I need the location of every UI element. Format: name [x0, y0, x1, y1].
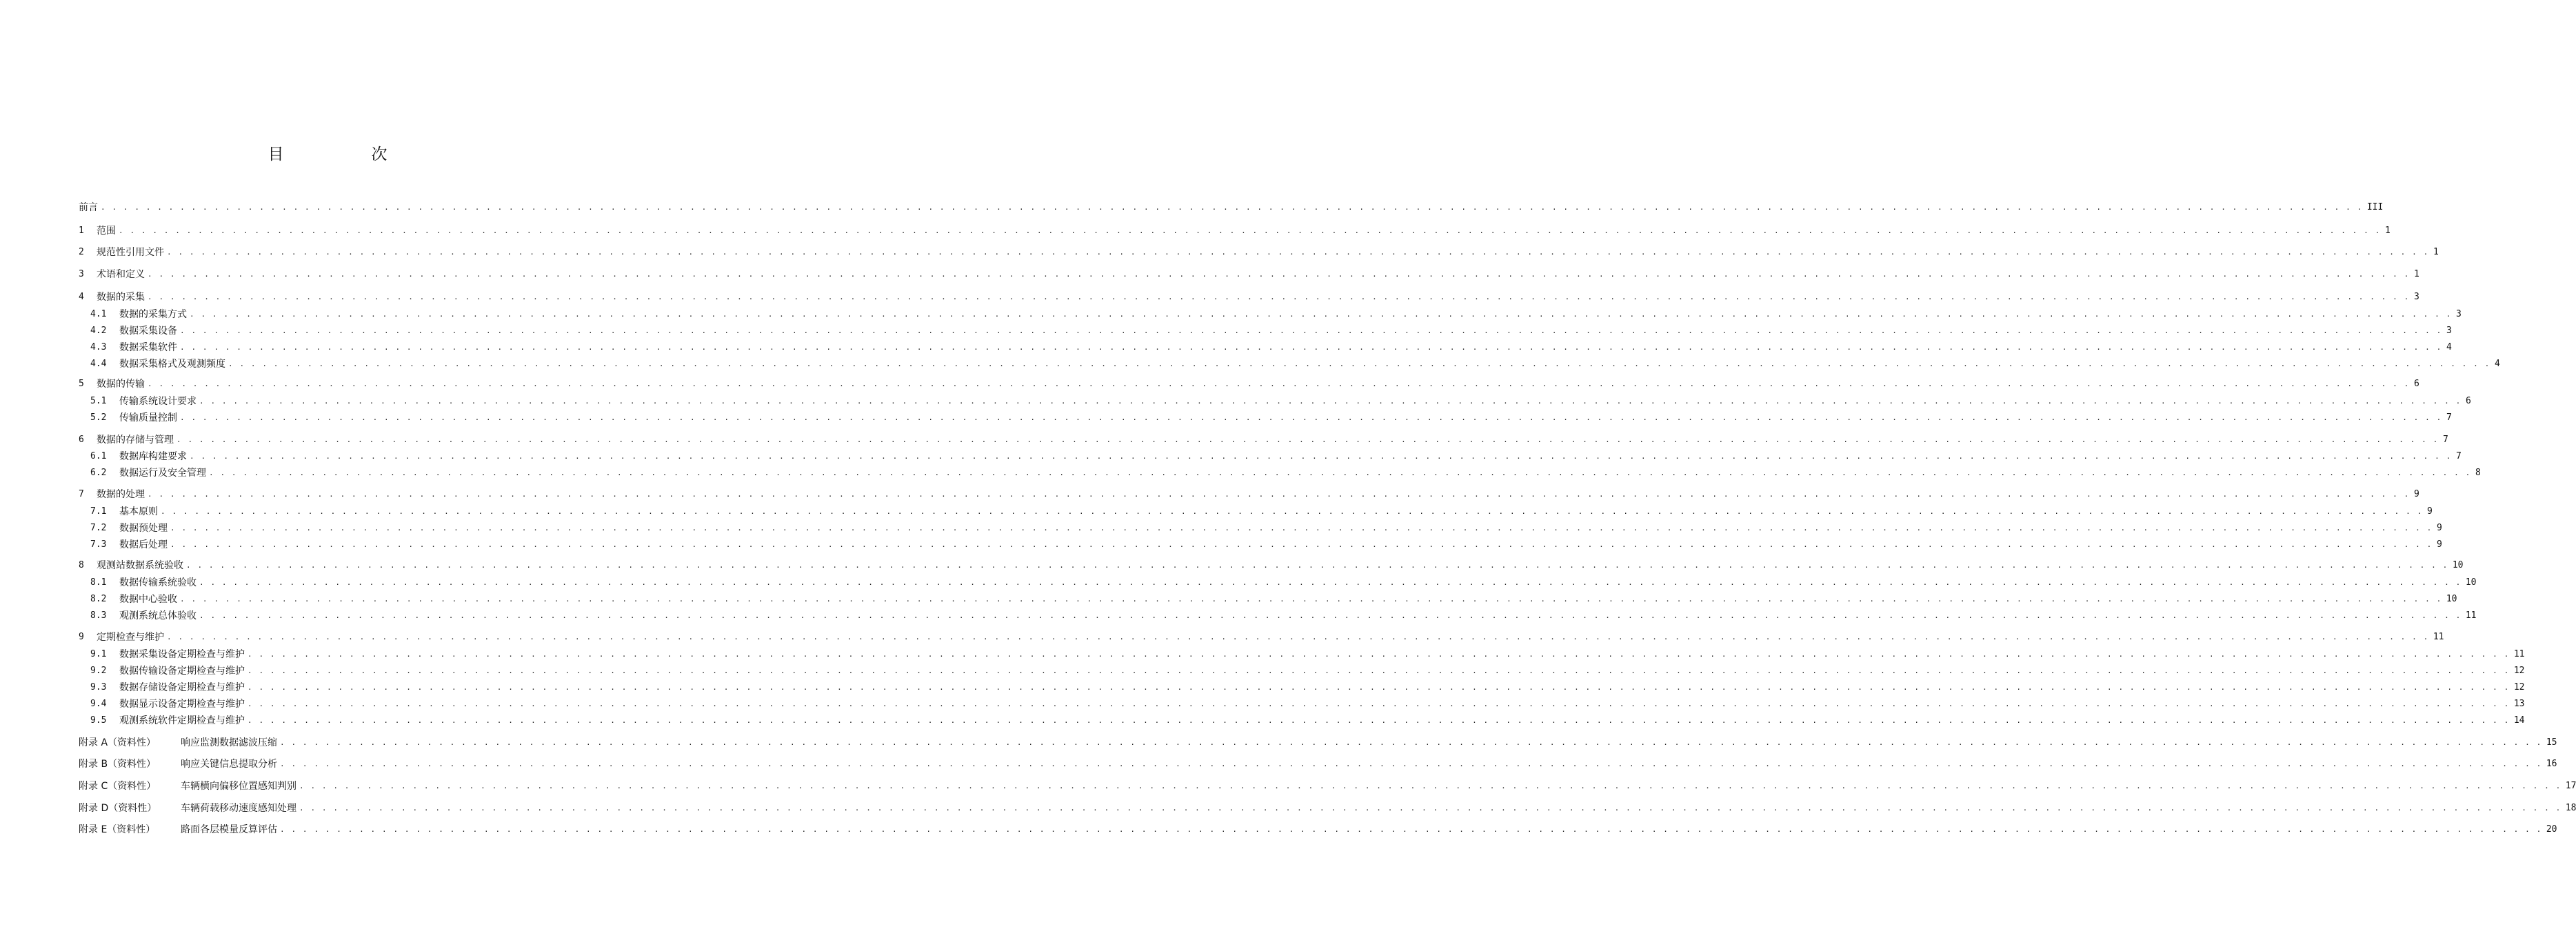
toc-entry-label: 传输系统设计要求: [119, 396, 197, 407]
toc-entry-page: 18: [2565, 803, 2576, 813]
toc-entry[interactable]: [90, 537, 2442, 551]
toc-entry-label: 数据运行及安全管理: [119, 468, 206, 479]
toc-entry-label: 范围: [97, 226, 116, 237]
toc-entry-page: 15: [2546, 737, 2557, 748]
toc-entry[interactable]: [79, 432, 2448, 446]
toc-leader-dots: . . . . . . . . . . . . . . . . . . . . . . . . . . . . . . . . . . . . . . . . . . . . . . . . . . . . . . . . . . . . . . . . . . . . . . . . . . . . . . . . . . . . . . . . . . . . . . . . . . . . . . . . . . . . . . . . . . . . . . . . . . . . . . . . . . . . . . . . . . . . . . . . . . . . . . . . . . . . . . . . . . . . . . . . . . . . . . . . . . . . . . . . . . . . . . . . . . . . . . . .: [101, 203, 2363, 212]
toc-leader-dots: . . . . . . . . . . . . . . . . . . . . . . . . . . . . . . . . . . . . . . . . . . . . . . . . . . . . . . . . . . . . . . . . . . . . . . . . . . . . . . . . . . . . . . . . . . . . . . . . . . . . . . . . . . . . . . . . . . . . . . . . . . . . . . . . . . . . . . . . . . . . . . . . . . . . . . . . . . . . . . . . . . . . . . . . . . . . . . . . . . . . . . . . . . . . . . . . . . . . . . . .: [148, 270, 2410, 279]
toc-entry[interactable]: [90, 307, 2462, 321]
toc-entry[interactable]: [79, 630, 2444, 644]
toc-entry[interactable]: [79, 267, 2419, 281]
toc-entry-page: 1: [2384, 226, 2391, 236]
toc-entry-number: 4.3: [90, 342, 107, 352]
toc-entry-page: 3: [2446, 326, 2452, 336]
toc-entry[interactable]: [79, 487, 2419, 501]
toc-entry[interactable]: [79, 377, 2419, 390]
toc-entry-label: 数据库构建要求: [119, 451, 187, 462]
toc-leader-dots: . . . . . . . . . . . . . . . . . . . . . . . . . . . . . . . . . . . . . . . . . . . . . . . . . . . . . . . . . . . . . . . . . . . . . . . . . . . . . . . . . . . . . . . . . . . . . . . . . . . . . . . . . . . . . . . . . . . . . . . . . . . . . . . . . . . . . . . . . . . . . . . . . . . . . . . . . . . . . . . . . . . . . . . . . . . . . . . . . . . . . . . . . . . . . . . . . . . . . . . .: [167, 248, 2429, 257]
toc-entry-number: 8.3: [90, 610, 107, 621]
page-title: 目 次: [268, 146, 423, 163]
toc-entry[interactable]: [90, 713, 2525, 727]
toc-entry-label: 数据预处理: [119, 523, 168, 534]
toc-entry-number: 4.1: [90, 309, 107, 319]
toc-entry-label: 术语和定义: [97, 269, 145, 280]
toc-leader-dots: . . . . . . . . . . . . . . . . . . . . . . . . . . . . . . . . . . . . . . . . . . . . . . . . . . . . . . . . . . . . . . . . . . . . . . . . . . . . . . . . . . . . . . . . . . . . . . . . . . . . . . . . . . . . . . . . . . . . . . . . . . . . . . . . . . . . . . . . . . . . . . . . . . . . . . . . . . . . . . . . . . . . . . . . . . . . . . . . . . . . . . . . . . . . . . . . . . . . . . . .: [170, 540, 2433, 549]
toc-leader-dots: . . . . . . . . . . . . . . . . . . . . . . . . . . . . . . . . . . . . . . . . . . . . . . . . . . . . . . . . . . . . . . . . . . . . . . . . . . . . . . . . . . . . . . . . . . . . . . . . . . . . . . . . . . . . . . . . . . . . . . . . . . . . . . . . . . . . . . . . . . . . . . . . . . . . . . . . . . . . . . . . . . . . . . . . . . . . . . . . . . . . . . . . . . . . . . . . . . . . . . . .: [280, 759, 2542, 768]
toc-entry-page: 10: [2446, 594, 2457, 604]
toc-entry[interactable]: [79, 801, 2576, 815]
toc-entry-page: 14: [2513, 715, 2525, 726]
toc-entry-page: 20: [2546, 824, 2557, 835]
toc-entry-label: 数据传输系统验收: [119, 577, 197, 588]
toc-entry-label: 响应关键信息提取分析: [181, 759, 277, 770]
toc-entry-label: 响应监测数据滤波压缩: [181, 737, 277, 748]
toc-entry-number: 附录 E（资料性）: [79, 824, 156, 835]
toc-entry[interactable]: [79, 290, 2419, 303]
toc-leader-dots: . . . . . . . . . . . . . . . . . . . . . . . . . . . . . . . . . . . . . . . . . . . . . . . . . . . . . . . . . . . . . . . . . . . . . . . . . . . . . . . . . . . . . . . . . . . . . . . . . . . . . . . . . . . . . . . . . . . . . . . . . . . . . . . . . . . . . . . . . . . . . . . . . . . . . . . . . . . . . . . . . . . . . . . . . . . . . . . . . . . . . . . . . . . . . . . . . . . . . . . .: [248, 666, 2510, 675]
toc-entry-number: 8.1: [90, 577, 107, 588]
toc-leader-dots: . . . . . . . . . . . . . . . . . . . . . . . . . . . . . . . . . . . . . . . . . . . . . . . . . . . . . . . . . . . . . . . . . . . . . . . . . . . . . . . . . . . . . . . . . . . . . . . . . . . . . . . . . . . . . . . . . . . . . . . . . . . . . . . . . . . . . . . . . . . . . . . . . . . . . . . . . . . . . . . . . . . . . . . . . . . . . . . . . . . . . . . . . . . . . . . . . . . . . . . .: [148, 490, 2410, 499]
toc-entry-page: 12: [2513, 682, 2525, 692]
toc-entry-number: 9.4: [90, 699, 107, 709]
toc-entry[interactable]: [79, 779, 2576, 793]
toc-entry-page: 10: [2452, 560, 2464, 570]
toc-entry[interactable]: [79, 245, 2439, 259]
toc-entry-label: 数据的采集方式: [119, 309, 187, 320]
toc-leader-dots: . . . . . . . . . . . . . . . . . . . . . . . . . . . . . . . . . . . . . . . . . . . . . . . . . . . . . . . . . . . . . . . . . . . . . . . . . . . . . . . . . . . . . . . . . . . . . . . . . . . . . . . . . . . . . . . . . . . . . . . . . . . . . . . . . . . . . . . . . . . . . . . . . . . . . . . . . . . . . . . . . . . . . . . . . . . . . . . . . . . . . . . . . . . . . . . . . . . . . . . .: [199, 578, 2462, 587]
toc-entry-number: 附录 A（资料性）: [79, 737, 157, 748]
toc-leader-dots: . . . . . . . . . . . . . . . . . . . . . . . . . . . . . . . . . . . . . . . . . . . . . . . . . . . . . . . . . . . . . . . . . . . . . . . . . . . . . . . . . . . . . . . . . . . . . . . . . . . . . . . . . . . . . . . . . . . . . . . . . . . . . . . . . . . . . . . . . . . . . . . . . . . . . . . . . . . . . . . . . . . . . . . . . . . . . . . . . . . . . . . . . . . . . . . . . . . . . . . .: [199, 611, 2462, 620]
toc-entry-page: 16: [2546, 759, 2557, 769]
toc-entry-page: 11: [2465, 610, 2477, 621]
toc-entry-label: 数据的传输: [97, 379, 145, 390]
toc-entry[interactable]: [90, 664, 2525, 677]
toc-leader-dots: . . . . . . . . . . . . . . . . . . . . . . . . . . . . . . . . . . . . . . . . . . . . . . . . . . . . . . . . . . . . . . . . . . . . . . . . . . . . . . . . . . . . . . . . . . . . . . . . . . . . . . . . . . . . . . . . . . . . . . . . . . . . . . . . . . . . . . . . . . . . . . . . . . . . . . . . . . . . . . . . . . . . . . . . . . . . . . . . . . . . . . . . . . . . . . . . . . . . . . . .: [180, 343, 2442, 352]
toc-entry-page: 1: [2413, 269, 2419, 279]
toc-entry-number: 4: [79, 292, 84, 302]
toc-entry[interactable]: [79, 735, 2557, 749]
toc-entry-label: 数据的存储与管理: [97, 435, 174, 446]
toc-entry[interactable]: [90, 323, 2452, 337]
toc-entry-number: 7.2: [90, 523, 107, 533]
toc-entry[interactable]: [79, 558, 2464, 572]
toc-entry[interactable]: [79, 223, 2391, 237]
toc-entry-page: 4: [2494, 359, 2500, 369]
toc-entry-page: 13: [2513, 699, 2525, 709]
toc-entry-label: 数据采集设备定期检查与维护: [119, 649, 245, 660]
toc-leader-dots: . . . . . . . . . . . . . . . . . . . . . . . . . . . . . . . . . . . . . . . . . . . . . . . . . . . . . . . . . . . . . . . . . . . . . . . . . . . . . . . . . . . . . . . . . . . . . . . . . . . . . . . . . . . . . . . . . . . . . . . . . . . . . . . . . . . . . . . . . . . . . . . . . . . . . . . . . . . . . . . . . . . . . . . . . . . . . . . . . . . . . . . . . . . . . . . . . . . . . . . .: [148, 379, 2410, 388]
toc-entry-number: 7.1: [90, 506, 107, 517]
toc-leader-dots: . . . . . . . . . . . . . . . . . . . . . . . . . . . . . . . . . . . . . . . . . . . . . . . . . . . . . . . . . . . . . . . . . . . . . . . . . . . . . . . . . . . . . . . . . . . . . . . . . . . . . . . . . . . . . . . . . . . . . . . . . . . . . . . . . . . . . . . . . . . . . . . . . . . . . . . . . . . . . . . . . . . . . . . . . . . . . . . . . . . . . . . . . . . . . . . . . . . . . . . .: [199, 397, 2462, 406]
toc-entry-number: 9.2: [90, 666, 107, 676]
toc-entry-label: 路面各层模量反算评估: [181, 824, 277, 835]
toc-entry-page: 6: [2413, 379, 2419, 389]
toc-leader-dots: . . . . . . . . . . . . . . . . . . . . . . . . . . . . . . . . . . . . . . . . . . . . . . . . . . . . . . . . . . . . . . . . . . . . . . . . . . . . . . . . . . . . . . . . . . . . . . . . . . . . . . . . . . . . . . . . . . . . . . . . . . . . . . . . . . . . . . . . . . . . . . . . . . . . . . . . . . . . . . . . . . . . . . . . . . . . . . . . . . . . . . . . . . . . . . . . . . . . . . . .: [119, 226, 2381, 235]
toc-entry-page: 10: [2465, 577, 2477, 588]
toc-entry[interactable]: [90, 449, 2462, 463]
toc-entry-label: 数据存储设备定期检查与维护: [119, 682, 245, 693]
toc-entry-label: 规范性引用文件: [97, 247, 164, 258]
toc-entry-page: 3: [2413, 292, 2419, 302]
toc-entry-label: 观测系统软件定期检查与维护: [119, 715, 245, 726]
toc-entry[interactable]: [90, 521, 2442, 535]
toc-entry-number: 8: [79, 560, 84, 570]
toc-entry-page: 7: [2455, 451, 2462, 461]
toc-entry-number: 6.1: [90, 451, 107, 461]
toc-entry-number: 5: [79, 379, 84, 389]
toc-entry[interactable]: [90, 680, 2525, 694]
toc-leader-dots: . . . . . . . . . . . . . . . . . . . . . . . . . . . . . . . . . . . . . . . . . . . . . . . . . . . . . . . . . . . . . . . . . . . . . . . . . . . . . . . . . . . . . . . . . . . . . . . . . . . . . . . . . . . . . . . . . . . . . . . . . . . . . . . . . . . . . . . . . . . . . . . . . . . . . . . . . . . . . . . . . . . . . . . . . . . . . . . . . . . . . . . . . . . . . . . . . . . . . . . .: [180, 413, 2442, 422]
toc-entry[interactable]: [90, 697, 2525, 710]
toc-entry-number: 5.1: [90, 396, 107, 406]
toc-leader-dots: . . . . . . . . . . . . . . . . . . . . . . . . . . . . . . . . . . . . . . . . . . . . . . . . . . . . . . . . . . . . . . . . . . . . . . . . . . . . . . . . . . . . . . . . . . . . . . . . . . . . . . . . . . . . . . . . . . . . . . . . . . . . . . . . . . . . . . . . . . . . . . . . . . . . . . . . . . . . . . . . . . . . . . . . . . . . . . . . . . . . . . . . . . . . . . . . . . . . . . . .: [280, 825, 2542, 834]
toc-entry-label: 数据采集软件: [119, 342, 177, 353]
toc-entry-page: 3: [2455, 309, 2462, 319]
toc-entry-number: 8.2: [90, 594, 107, 604]
toc-entry-label: 车辆荷载移动速度感知处理: [181, 803, 296, 814]
toc-entry[interactable]: [90, 340, 2452, 354]
toc-entry-label: 基本原则: [119, 506, 158, 517]
toc-leader-dots: . . . . . . . . . . . . . . . . . . . . . . . . . . . . . . . . . . . . . . . . . . . . . . . . . . . . . . . . . . . . . . . . . . . . . . . . . . . . . . . . . . . . . . . . . . . . . . . . . . . . . . . . . . . . . . . . . . . . . . . . . . . . . . . . . . . . . . . . . . . . . . . . . . . . . . . . . . . . . . . . . . . . . . . . . . . . . . . . . . . . . . . . . . . . . . . . . . . . . . . .: [248, 716, 2510, 725]
toc-entry-label: 传输质量控制: [119, 412, 177, 423]
toc-leader-dots: . . . . . . . . . . . . . . . . . . . . . . . . . . . . . . . . . . . . . . . . . . . . . . . . . . . . . . . . . . . . . . . . . . . . . . . . . . . . . . . . . . . . . . . . . . . . . . . . . . . . . . . . . . . . . . . . . . . . . . . . . . . . . . . . . . . . . . . . . . . . . . . . . . . . . . . . . . . . . . . . . . . . . . . . . . . . . . . . . . . . . . . . . . . . . . . . . . . . . . . .: [248, 683, 2510, 692]
toc-leader-dots: . . . . . . . . . . . . . . . . . . . . . . . . . . . . . . . . . . . . . . . . . . . . . . . . . . . . . . . . . . . . . . . . . . . . . . . . . . . . . . . . . . . . . . . . . . . . . . . . . . . . . . . . . . . . . . . . . . . . . . . . . . . . . . . . . . . . . . . . . . . . . . . . . . . . . . . . . . . . . . . . . . . . . . . . . . . . . . . . . . . . . . . . . . . . . . . . . . . . . . . .: [248, 699, 2510, 708]
toc-entry-number: 1: [79, 226, 84, 236]
toc-entry-label: 数据采集设备: [119, 326, 177, 337]
toc-entry-label: 数据的处理: [97, 489, 145, 500]
toc-entry-number: 4.2: [90, 326, 107, 336]
toc-entry[interactable]: [90, 466, 2481, 479]
toc-entry[interactable]: [90, 504, 2433, 518]
toc-leader-dots: . . . . . . . . . . . . . . . . . . . . . . . . . . . . . . . . . . . . . . . . . . . . . . . . . . . . . . . . . . . . . . . . . . . . . . . . . . . . . . . . . . . . . . . . . . . . . . . . . . . . . . . . . . . . . . . . . . . . . . . . . . . . . . . . . . . . . . . . . . . . . . . . . . . . . . . . . . . . . . . . . . . . . . . . . . . . . . . . . . . . . . . . . . . . . . . . . . . . . . . .: [161, 507, 2423, 516]
toc-entry-number: 附录 D（资料性）: [79, 803, 157, 814]
toc-entry-number: 9.5: [90, 715, 107, 726]
toc-entry-page: 7: [2442, 435, 2448, 445]
toc-entry-number: 4.4: [90, 359, 107, 369]
toc-entry-number: 6.2: [90, 468, 107, 478]
toc-entry-number: 7: [79, 489, 84, 499]
toc-entry-page: 11: [2513, 649, 2525, 659]
toc-entry-page: 9: [2413, 489, 2419, 499]
toc-entry-number: 2: [79, 247, 84, 257]
toc-leader-dots: . . . . . . . . . . . . . . . . . . . . . . . . . . . . . . . . . . . . . . . . . . . . . . . . . . . . . . . . . . . . . . . . . . . . . . . . . . . . . . . . . . . . . . . . . . . . . . . . . . . . . . . . . . . . . . . . . . . . . . . . . . . . . . . . . . . . . . . . . . . . . . . . . . . . . . . . . . . . . . . . . . . . . . . . . . . . . . . . . . . . . . . . . . . . . . . . . . . . . . . .: [209, 468, 2471, 477]
toc-entry[interactable]: [90, 575, 2477, 589]
toc-entry-label: 数据的采集: [97, 292, 145, 303]
toc-entry-label: 数据后处理: [119, 539, 168, 550]
toc-entry-page: 9: [2436, 539, 2442, 550]
toc-leader-dots: . . . . . . . . . . . . . . . . . . . . . . . . . . . . . . . . . . . . . . . . . . . . . . . . . . . . . . . . . . . . . . . . . . . . . . . . . . . . . . . . . . . . . . . . . . . . . . . . . . . . . . . . . . . . . . . . . . . . . . . . . . . . . . . . . . . . . . . . . . . . . . . . . . . . . . . . . . . . . . . . . . . . . . . . . . . . . . . . . . . . . . . . . . . . . . . . . . . . . . . .: [148, 292, 2410, 301]
toc-leader-dots: . . . . . . . . . . . . . . . . . . . . . . . . . . . . . . . . . . . . . . . . . . . . . . . . . . . . . . . . . . . . . . . . . . . . . . . . . . . . . . . . . . . . . . . . . . . . . . . . . . . . . . . . . . . . . . . . . . . . . . . . . . . . . . . . . . . . . . . . . . . . . . . . . . . . . . . . . . . . . . . . . . . . . . . . . . . . . . . . . . . . . . . . . . . . . . . . . . . . . . . .: [190, 310, 2452, 319]
toc-entry[interactable]: [90, 357, 2500, 370]
toc-leader-dots: . . . . . . . . . . . . . . . . . . . . . . . . . . . . . . . . . . . . . . . . . . . . . . . . . . . . . . . . . . . . . . . . . . . . . . . . . . . . . . . . . . . . . . . . . . . . . . . . . . . . . . . . . . . . . . . . . . . . . . . . . . . . . . . . . . . . . . . . . . . . . . . . . . . . . . . . . . . . . . . . . . . . . . . . . . . . . . . . . . . . . . . . . . . . . . . . . . . . . . . .: [248, 650, 2510, 659]
toc-leader-dots: . . . . . . . . . . . . . . . . . . . . . . . . . . . . . . . . . . . . . . . . . . . . . . . . . . . . . . . . . . . . . . . . . . . . . . . . . . . . . . . . . . . . . . . . . . . . . . . . . . . . . . . . . . . . . . . . . . . . . . . . . . . . . . . . . . . . . . . . . . . . . . . . . . . . . . . . . . . . . . . . . . . . . . . . . . . . . . . . . . . . . . . . . . . . . . . . . . . . . . . .: [190, 452, 2452, 461]
toc-entry-page: III: [2366, 202, 2384, 212]
toc-leader-dots: . . . . . . . . . . . . . . . . . . . . . . . . . . . . . . . . . . . . . . . . . . . . . . . . . . . . . . . . . . . . . . . . . . . . . . . . . . . . . . . . . . . . . . . . . . . . . . . . . . . . . . . . . . . . . . . . . . . . . . . . . . . . . . . . . . . . . . . . . . . . . . . . . . . . . . . . . . . . . . . . . . . . . . . . . . . . . . . . . . . . . . . . . . . . . . . . . . . . . . . .: [299, 781, 2562, 790]
toc-entry-page: 9: [2426, 506, 2433, 517]
toc-entry-label: 定期检查与维护: [97, 632, 164, 643]
toc-entry-page: 8: [2475, 468, 2481, 478]
toc-entry-page: 7: [2446, 412, 2452, 423]
toc-entry[interactable]: [90, 410, 2452, 424]
toc-entry-label: 数据显示设备定期检查与维护: [119, 699, 245, 710]
toc-entry-page: 6: [2465, 396, 2471, 406]
toc-leader-dots: . . . . . . . . . . . . . . . . . . . . . . . . . . . . . . . . . . . . . . . . . . . . . . . . . . . . . . . . . . . . . . . . . . . . . . . . . . . . . . . . . . . . . . . . . . . . . . . . . . . . . . . . . . . . . . . . . . . . . . . . . . . . . . . . . . . . . . . . . . . . . . . . . . . . . . . . . . . . . . . . . . . . . . . . . . . . . . . . . . . . . . . . . . . . . . . . . . . . . . . .: [186, 561, 2448, 570]
toc-leader-dots: . . . . . . . . . . . . . . . . . . . . . . . . . . . . . . . . . . . . . . . . . . . . . . . . . . . . . . . . . . . . . . . . . . . . . . . . . . . . . . . . . . . . . . . . . . . . . . . . . . . . . . . . . . . . . . . . . . . . . . . . . . . . . . . . . . . . . . . . . . . . . . . . . . . . . . . . . . . . . . . . . . . . . . . . . . . . . . . . . . . . . . . . . . . . . . . . . . . . . . . .: [180, 595, 2442, 604]
toc-entry-label: 数据传输设备定期检查与维护: [119, 666, 245, 677]
toc-entry-page: 1: [2433, 247, 2439, 257]
toc-entry-number: 9.1: [90, 649, 107, 659]
toc-entry-label: 数据采集格式及观测频度: [119, 359, 225, 370]
toc-leader-dots: . . . . . . . . . . . . . . . . . . . . . . . . . . . . . . . . . . . . . . . . . . . . . . . . . . . . . . . . . . . . . . . . . . . . . . . . . . . . . . . . . . . . . . . . . . . . . . . . . . . . . . . . . . . . . . . . . . . . . . . . . . . . . . . . . . . . . . . . . . . . . . . . . . . . . . . . . . . . . . . . . . . . . . . . . . . . . . . . . . . . . . . . . . . . . . . . . . . . . . . .: [299, 804, 2562, 813]
toc-entry[interactable]: [79, 200, 2384, 214]
toc-leader-dots: . . . . . . . . . . . . . . . . . . . . . . . . . . . . . . . . . . . . . . . . . . . . . . . . . . . . . . . . . . . . . . . . . . . . . . . . . . . . . . . . . . . . . . . . . . . . . . . . . . . . . . . . . . . . . . . . . . . . . . . . . . . . . . . . . . . . . . . . . . . . . . . . . . . . . . . . . . . . . . . . . . . . . . . . . . . . . . . . . . . . . . . . . . . . . . . . . . . . . . . .: [228, 359, 2491, 368]
toc-entry-label: 数据中心验收: [119, 594, 177, 605]
toc-entry-page: 12: [2513, 666, 2525, 676]
toc-entry-page: 17: [2565, 781, 2576, 791]
toc-leader-dots: . . . . . . . . . . . . . . . . . . . . . . . . . . . . . . . . . . . . . . . . . . . . . . . . . . . . . . . . . . . . . . . . . . . . . . . . . . . . . . . . . . . . . . . . . . . . . . . . . . . . . . . . . . . . . . . . . . . . . . . . . . . . . . . . . . . . . . . . . . . . . . . . . . . . . . . . . . . . . . . . . . . . . . . . . . . . . . . . . . . . . . . . . . . . . . . . . . . . . . . .: [170, 524, 2433, 532]
toc-entry[interactable]: [90, 592, 2457, 606]
toc-leader-dots: . . . . . . . . . . . . . . . . . . . . . . . . . . . . . . . . . . . . . . . . . . . . . . . . . . . . . . . . . . . . . . . . . . . . . . . . . . . . . . . . . . . . . . . . . . . . . . . . . . . . . . . . . . . . . . . . . . . . . . . . . . . . . . . . . . . . . . . . . . . . . . . . . . . . . . . . . . . . . . . . . . . . . . . . . . . . . . . . . . . . . . . . . . . . . . . . . . . . . . . .: [167, 632, 2429, 641]
toc-leader-dots: . . . . . . . . . . . . . . . . . . . . . . . . . . . . . . . . . . . . . . . . . . . . . . . . . . . . . . . . . . . . . . . . . . . . . . . . . . . . . . . . . . . . . . . . . . . . . . . . . . . . . . . . . . . . . . . . . . . . . . . . . . . . . . . . . . . . . . . . . . . . . . . . . . . . . . . . . . . . . . . . . . . . . . . . . . . . . . . . . . . . . . . . . . . . . . . . . . . . . . . .: [180, 326, 2442, 335]
toc-entry[interactable]: [90, 647, 2525, 661]
toc-entry-number: 9.3: [90, 682, 107, 692]
toc-entry-number: 7.3: [90, 539, 107, 550]
toc-entry-page: 9: [2436, 523, 2442, 533]
toc-entry[interactable]: [90, 608, 2477, 622]
toc-entry-label: 观测站数据系统验收: [97, 560, 183, 571]
toc-entry[interactable]: [79, 757, 2557, 770]
toc-entry-page: 4: [2446, 342, 2452, 352]
toc-entry-label: 观测系统总体验收: [119, 610, 197, 621]
toc-entry-number: 附录 B（资料性）: [79, 759, 157, 770]
toc-entry-number: 3: [79, 269, 84, 279]
toc-entry-number: 6: [79, 435, 84, 445]
toc-entry-label: 前言: [79, 202, 98, 213]
toc-entry[interactable]: [79, 822, 2557, 836]
toc-entry-number: 5.2: [90, 412, 107, 423]
toc-entry-label: 车辆横向偏移位置感知判别: [181, 781, 296, 792]
toc-entry-number: 9: [79, 632, 84, 642]
toc-leader-dots: . . . . . . . . . . . . . . . . . . . . . . . . . . . . . . . . . . . . . . . . . . . . . . . . . . . . . . . . . . . . . . . . . . . . . . . . . . . . . . . . . . . . . . . . . . . . . . . . . . . . . . . . . . . . . . . . . . . . . . . . . . . . . . . . . . . . . . . . . . . . . . . . . . . . . . . . . . . . . . . . . . . . . . . . . . . . . . . . . . . . . . . . . . . . . . . . . . . . . . . .: [280, 738, 2542, 747]
toc-entry-number: 附录 C（资料性）: [79, 781, 157, 792]
toc-entry-page: 11: [2433, 632, 2444, 642]
toc-leader-dots: . . . . . . . . . . . . . . . . . . . . . . . . . . . . . . . . . . . . . . . . . . . . . . . . . . . . . . . . . . . . . . . . . . . . . . . . . . . . . . . . . . . . . . . . . . . . . . . . . . . . . . . . . . . . . . . . . . . . . . . . . . . . . . . . . . . . . . . . . . . . . . . . . . . . . . . . . . . . . . . . . . . . . . . . . . . . . . . . . . . . . . . . . . . . . . . . . . . . . . . .: [177, 435, 2439, 444]
toc-entry[interactable]: [90, 394, 2471, 408]
